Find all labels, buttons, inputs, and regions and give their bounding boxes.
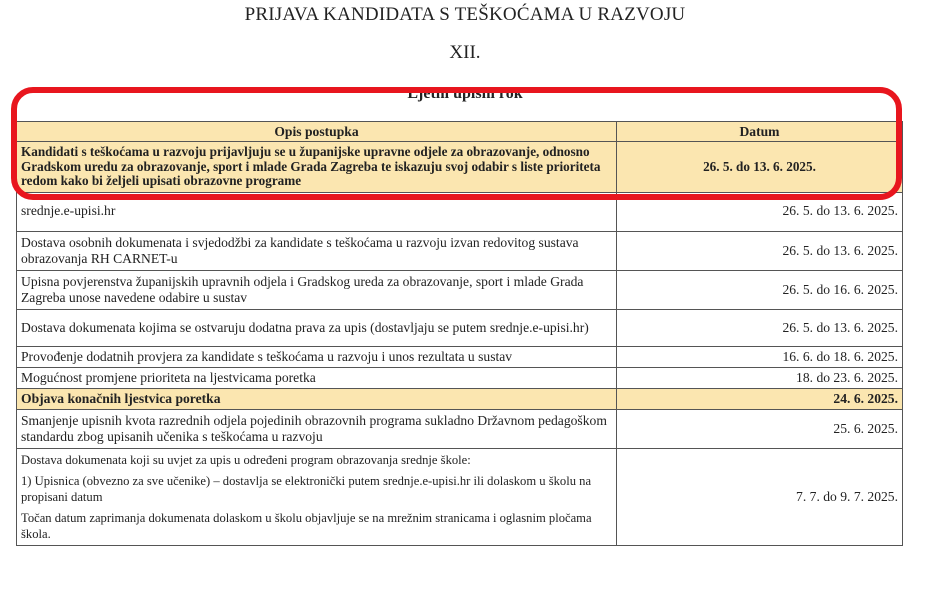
row-date: 26. 5. do 13. 6. 2025. [617,142,903,193]
table-row [17,310,903,347]
row-description: Mogućnost promjene prioriteta na ljestvicama poretka [17,368,617,389]
schedule-table [16,121,903,546]
header-description: Opis postupka [17,122,617,142]
table-row [17,347,903,368]
row-description: Kandidati s teškoćama u razvoju prijavljuju se u županijske upravne odjele za obrazovanje, odnosno Gradskom uredu za obrazovanje, sport i mlade Grada Zagreba te iskazuju svoj odabir s liste prioriteta redom kako bi željeli upisati obrazovne programe [17,142,617,193]
row-date: 7. 7. do 9. 7. 2025. [617,449,903,546]
row-date: 26. 5. do 13. 6. 2025. [617,310,903,347]
row-description [17,193,617,232]
row-description: Provođenje dodatnih provjera za kandidate s teškoćama u razvoju i unos rezultata u sustav [17,347,617,368]
row-paragraph: Točan datum zaprimanja dokumenata dolaskom u školu objavljuje se na mrežnim stranicama i oglasnim pločama škola. [21,511,592,541]
row-date: 25. 6. 2025. [617,410,903,449]
table-row [17,449,903,546]
row-paragraph: Dostava dokumenata koji su uvjet za upis u određeni program obrazovanja srednje škole: [21,453,471,467]
row-description: Objava konačnih ljestvica poretka [17,389,617,410]
row-description: Upisna povjerenstva županijskih upravnih odjela i Gradskog ureda za obrazovanje, sport i mlade Grada Zagreba unose navedene odabire u sustav [17,271,617,310]
table-row [17,142,903,193]
row-date: 26. 5. do 16. 6. 2025. [617,271,903,310]
document-title: PRIJAVA KANDIDATA S TEŠKOĆAMA U RAZVOJU [244,4,686,25]
table-row [17,368,903,389]
table-row [17,271,903,310]
row-date: 16. 6. do 18. 6. 2025. [617,347,903,368]
row-date: 24. 6. 2025. [617,389,903,410]
row-date: 26. 5. do 13. 6. 2025. [617,232,903,271]
row-date: 18. do 23. 6. 2025. [617,368,903,389]
row-paragraph: 1) Upisnica (obvezno za sve učenike) – dostavlja se elektronički putem srednje.e-upisi.hr ili dolaskom u školu na propisani datum [21,474,592,504]
row-date-text: 26. 5. do 13. 6. 2025. [782,202,898,218]
table-row [17,193,903,232]
table-row [17,389,903,410]
table-row [17,232,903,271]
row-description: Dostava dokumenata kojima se ostvaruju dodatna prava za upis (dostavljaju se putem srednje.e-upisi.hr) [17,310,617,347]
row-description: Smanjenje upisnih kvota razrednih odjela pojedinih obrazovnih programa sukladno Državnom pedagoškom standardu zbog upisanih učenika s teškoćama u razvoju [17,410,617,449]
header-date: Datum [617,122,903,142]
row-description: Dostava osobnih dokumenata i svjedodžbi za kandidate s teškoćama u razvoju izvan redovitog sustava obrazovanja RH CARNET-u [17,232,617,271]
section-number: XII. [449,42,481,63]
table-caption: Ljetni upisni rok [407,85,523,102]
row-date [617,193,903,232]
row-description [17,449,617,546]
row-description-text: srednje.e-upisi.hr [21,202,116,218]
table-row [17,410,903,449]
table-header-row [17,122,903,142]
